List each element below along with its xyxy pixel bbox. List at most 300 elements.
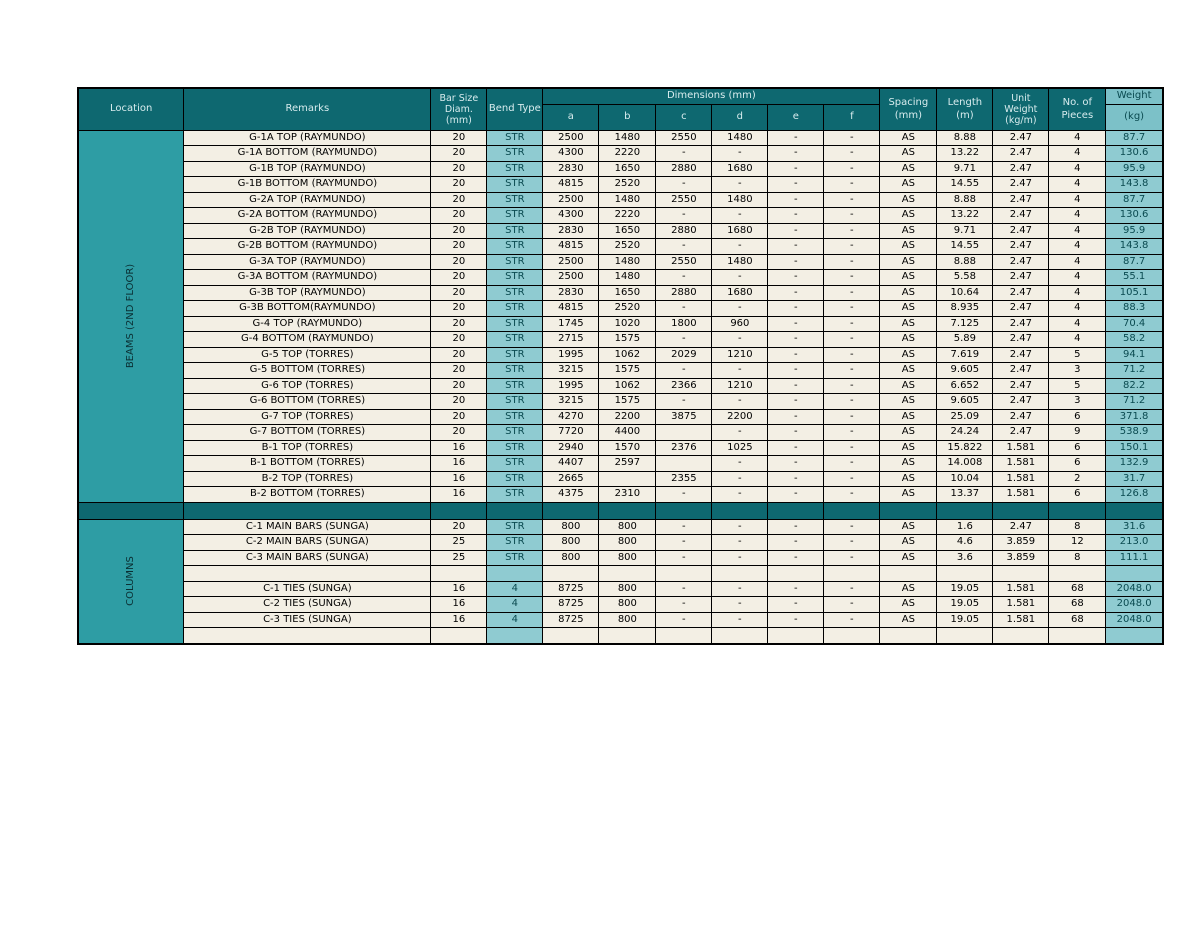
spacing-cell: AS <box>880 301 937 317</box>
dim-d-cell: - <box>712 208 768 224</box>
spacing-cell: AS <box>880 363 937 379</box>
header-bar-size: Bar Size Diam. (mm) <box>431 88 487 130</box>
length-cell: 7.125 <box>937 316 993 332</box>
weight-cell: 95.9 <box>1106 223 1163 239</box>
dim-c-cell: - <box>656 208 712 224</box>
dim-f-cell: - <box>824 550 880 566</box>
dim-d-cell: 960 <box>712 316 768 332</box>
spacing-cell: AS <box>880 612 937 628</box>
dim-a-cell: 8725 <box>543 581 599 597</box>
dim-f-cell: - <box>824 146 880 162</box>
dim-b-cell: 1650 <box>599 161 656 177</box>
unit-weight-cell: 2.47 <box>993 239 1049 255</box>
dim-d-cell: 1210 <box>712 378 768 394</box>
bend-type-cell: STR <box>487 363 543 379</box>
weight-cell: 105.1 <box>1106 285 1163 301</box>
remarks-cell: C-1 TIES (SUNGA) <box>184 581 431 597</box>
dim-d-cell: - <box>712 363 768 379</box>
length-cell: 8.88 <box>937 254 993 270</box>
remarks-cell: G-3A BOTTOM (RAYMUNDO) <box>184 270 431 286</box>
dim-e-cell: - <box>768 130 824 146</box>
unit-weight-cell: 1.581 <box>993 456 1049 472</box>
dim-a-cell: 4375 <box>543 487 599 503</box>
bar-size-cell: 20 <box>431 409 487 425</box>
weight-cell: 94.1 <box>1106 347 1163 363</box>
length-cell: 3.6 <box>937 550 993 566</box>
table-row <box>78 161 1163 177</box>
table-row <box>78 440 1163 456</box>
dim-a-cell: 2830 <box>543 161 599 177</box>
dim-e-cell: - <box>768 177 824 193</box>
dim-b-cell: 800 <box>599 550 656 566</box>
header-weight-unit: (kg) <box>1106 104 1163 130</box>
dim-b-cell: 1480 <box>599 192 656 208</box>
bend-type-cell: STR <box>487 332 543 348</box>
weight-cell: 130.6 <box>1106 146 1163 162</box>
length-cell: 8.88 <box>937 130 993 146</box>
dim-b-cell <box>599 566 656 582</box>
dim-c-cell: 2550 <box>656 192 712 208</box>
table-row <box>78 347 1163 363</box>
unit-weight-cell: 2.47 <box>993 425 1049 441</box>
table-row <box>78 285 1163 301</box>
spacing-cell: AS <box>880 254 937 270</box>
unit-weight-cell: 2.47 <box>993 363 1049 379</box>
header-pieces: No. of Pieces <box>1049 88 1106 130</box>
bar-size-cell: 20 <box>431 378 487 394</box>
dim-a-cell: 2500 <box>543 130 599 146</box>
dim-e-cell: - <box>768 270 824 286</box>
pieces-cell: 4 <box>1049 254 1106 270</box>
spacing-cell: AS <box>880 192 937 208</box>
bar-size-cell: 20 <box>431 223 487 239</box>
dim-e-cell: - <box>768 208 824 224</box>
remarks-cell: B-2 BOTTOM (TORRES) <box>184 487 431 503</box>
weight-cell: 371.8 <box>1106 409 1163 425</box>
bar-size-cell: 20 <box>431 519 487 535</box>
dim-d-cell: - <box>712 550 768 566</box>
dim-e-cell: - <box>768 378 824 394</box>
bar-size-cell: 20 <box>431 301 487 317</box>
dim-a-cell: 4815 <box>543 239 599 255</box>
weight-cell: 88.3 <box>1106 301 1163 317</box>
remarks-cell: G-1B TOP (RAYMUNDO) <box>184 161 431 177</box>
remarks-cell: B-1 BOTTOM (TORRES) <box>184 456 431 472</box>
unit-weight-cell <box>993 566 1049 582</box>
dim-b-cell: 1575 <box>599 394 656 410</box>
unit-weight-cell: 2.47 <box>993 519 1049 535</box>
header-weight: Weight <box>1106 88 1163 104</box>
length-cell: 24.24 <box>937 425 993 441</box>
dim-d-cell: 1480 <box>712 192 768 208</box>
length-cell: 19.05 <box>937 581 993 597</box>
dim-a-cell: 8725 <box>543 597 599 613</box>
table-row <box>78 471 1163 487</box>
dim-d-cell: - <box>712 270 768 286</box>
dim-f-cell: - <box>824 332 880 348</box>
weight-cell: 143.8 <box>1106 239 1163 255</box>
bar-size-cell: 20 <box>431 332 487 348</box>
dim-a-cell: 800 <box>543 535 599 551</box>
dim-a-cell: 2715 <box>543 332 599 348</box>
bar-size-cell: 20 <box>431 270 487 286</box>
dim-c-cell: - <box>656 550 712 566</box>
remarks-cell: G-3A TOP (RAYMUNDO) <box>184 254 431 270</box>
spacing-cell: AS <box>880 394 937 410</box>
dim-e-cell: - <box>768 612 824 628</box>
unit-weight-cell: 2.47 <box>993 332 1049 348</box>
remarks-cell: G-5 BOTTOM (TORRES) <box>184 363 431 379</box>
dim-f-cell: - <box>824 519 880 535</box>
dim-c-cell: - <box>656 581 712 597</box>
bar-size-cell: 20 <box>431 347 487 363</box>
header-dim-d: d <box>712 104 768 130</box>
dim-f-cell: - <box>824 239 880 255</box>
weight-cell: 143.8 <box>1106 177 1163 193</box>
table-row <box>78 208 1163 224</box>
dim-a-cell: 8725 <box>543 612 599 628</box>
dim-d-cell: - <box>712 471 768 487</box>
separator-cell <box>184 502 431 519</box>
bend-type-cell: STR <box>487 378 543 394</box>
bar-size-cell: 20 <box>431 316 487 332</box>
bend-type-cell: STR <box>487 425 543 441</box>
spacing-cell: AS <box>880 161 937 177</box>
pieces-cell: 3 <box>1049 394 1106 410</box>
dim-a-cell: 4270 <box>543 409 599 425</box>
unit-weight-cell: 2.47 <box>993 208 1049 224</box>
dim-a-cell: 7720 <box>543 425 599 441</box>
dim-d-cell: 1480 <box>712 254 768 270</box>
separator-cell <box>712 502 768 519</box>
table-row <box>78 316 1163 332</box>
table-row <box>78 519 1163 535</box>
dim-f-cell: - <box>824 130 880 146</box>
pieces-cell: 4 <box>1049 316 1106 332</box>
dim-c-cell: - <box>656 612 712 628</box>
pieces-cell: 4 <box>1049 208 1106 224</box>
pieces-cell: 8 <box>1049 550 1106 566</box>
dim-c-cell: - <box>656 535 712 551</box>
remarks-cell: C-1 MAIN BARS (SUNGA) <box>184 519 431 535</box>
unit-weight-cell: 3.859 <box>993 550 1049 566</box>
dim-d-cell: 1680 <box>712 161 768 177</box>
remarks-cell: G-6 BOTTOM (TORRES) <box>184 394 431 410</box>
pieces-cell: 6 <box>1049 487 1106 503</box>
remarks-cell: G-1A TOP (RAYMUNDO) <box>184 130 431 146</box>
dim-e-cell: - <box>768 519 824 535</box>
dim-d-cell: - <box>712 581 768 597</box>
remarks-cell: G-4 TOP (RAYMUNDO) <box>184 316 431 332</box>
dim-d-cell: - <box>712 456 768 472</box>
dim-f-cell: - <box>824 363 880 379</box>
dim-b-cell: 2200 <box>599 409 656 425</box>
spacing-cell: AS <box>880 550 937 566</box>
dim-e-cell: - <box>768 456 824 472</box>
dim-e-cell: - <box>768 285 824 301</box>
bend-type-cell: STR <box>487 161 543 177</box>
bend-type-cell: STR <box>487 239 543 255</box>
pieces-cell: 4 <box>1049 285 1106 301</box>
spacing-cell: AS <box>880 487 937 503</box>
remarks-cell: G-2B BOTTOM (RAYMUNDO) <box>184 239 431 255</box>
dim-a-cell: 4815 <box>543 301 599 317</box>
rebar-schedule-table <box>77 87 1164 645</box>
spacing-cell: AS <box>880 425 937 441</box>
dim-e-cell: - <box>768 440 824 456</box>
remarks-cell: G-2A BOTTOM (RAYMUNDO) <box>184 208 431 224</box>
dim-c-cell: 2366 <box>656 378 712 394</box>
separator-cell <box>431 502 487 519</box>
dim-f-cell: - <box>824 612 880 628</box>
table-row <box>78 581 1163 597</box>
dim-d-cell: - <box>712 146 768 162</box>
weight-cell: 111.1 <box>1106 550 1163 566</box>
dim-c-cell <box>656 456 712 472</box>
dim-d-cell: - <box>712 612 768 628</box>
unit-weight-cell: 1.581 <box>993 597 1049 613</box>
unit-weight-cell: 2.47 <box>993 254 1049 270</box>
remarks-cell <box>184 628 431 644</box>
dim-f-cell: - <box>824 270 880 286</box>
remarks-cell: G-5 TOP (TORRES) <box>184 347 431 363</box>
dim-c-cell: - <box>656 487 712 503</box>
remarks-cell: G-2B TOP (RAYMUNDO) <box>184 223 431 239</box>
dim-c-cell: - <box>656 519 712 535</box>
header-spacing: Spacing (mm) <box>880 88 937 130</box>
unit-weight-cell: 2.47 <box>993 223 1049 239</box>
dim-c-cell <box>656 628 712 644</box>
dim-d-cell: 1480 <box>712 130 768 146</box>
separator-cell <box>487 502 543 519</box>
spacing-cell: AS <box>880 409 937 425</box>
dim-f-cell: - <box>824 425 880 441</box>
bar-size-cell: 20 <box>431 254 487 270</box>
dim-d-cell: - <box>712 239 768 255</box>
weight-cell: 2048.0 <box>1106 612 1163 628</box>
dim-c-cell: - <box>656 239 712 255</box>
location-label: COLUMNS <box>125 556 137 606</box>
dim-b-cell: 800 <box>599 535 656 551</box>
dim-b-cell: 1020 <box>599 316 656 332</box>
separator-cell <box>656 502 712 519</box>
length-cell: 13.22 <box>937 208 993 224</box>
dim-b-cell: 2310 <box>599 487 656 503</box>
bar-size-cell: 20 <box>431 208 487 224</box>
dim-b-cell: 1062 <box>599 378 656 394</box>
dim-a-cell: 800 <box>543 550 599 566</box>
bar-size-cell: 16 <box>431 487 487 503</box>
unit-weight-cell: 2.47 <box>993 394 1049 410</box>
length-cell: 1.6 <box>937 519 993 535</box>
header-location: Location <box>78 88 184 130</box>
length-cell: 4.6 <box>937 535 993 551</box>
bar-size-cell: 20 <box>431 130 487 146</box>
separator-cell <box>880 502 937 519</box>
dim-e-cell: - <box>768 161 824 177</box>
pieces-cell: 6 <box>1049 456 1106 472</box>
pieces-cell: 4 <box>1049 332 1106 348</box>
dim-c-cell: 3875 <box>656 409 712 425</box>
dim-f-cell: - <box>824 409 880 425</box>
remarks-cell: C-2 TIES (SUNGA) <box>184 597 431 613</box>
spacing-cell: AS <box>880 347 937 363</box>
remarks-cell: B-1 TOP (TORRES) <box>184 440 431 456</box>
dim-e-cell: - <box>768 301 824 317</box>
remarks-cell: G-7 BOTTOM (TORRES) <box>184 425 431 441</box>
table-row <box>78 628 1163 644</box>
bend-type-cell: STR <box>487 285 543 301</box>
dim-a-cell: 1745 <box>543 316 599 332</box>
weight-cell: 132.9 <box>1106 456 1163 472</box>
spacing-cell: AS <box>880 597 937 613</box>
dim-b-cell: 1480 <box>599 254 656 270</box>
dim-b-cell <box>599 628 656 644</box>
pieces-cell: 5 <box>1049 378 1106 394</box>
unit-weight-cell: 2.47 <box>993 161 1049 177</box>
bend-type-cell: STR <box>487 456 543 472</box>
dim-c-cell: - <box>656 146 712 162</box>
dim-e-cell: - <box>768 146 824 162</box>
pieces-cell: 5 <box>1049 347 1106 363</box>
length-cell: 19.05 <box>937 597 993 613</box>
weight-cell: 70.4 <box>1106 316 1163 332</box>
unit-weight-cell: 2.47 <box>993 301 1049 317</box>
dim-d-cell: 1210 <box>712 347 768 363</box>
dim-d-cell: - <box>712 597 768 613</box>
unit-weight-cell: 2.47 <box>993 177 1049 193</box>
bar-size-cell: 20 <box>431 425 487 441</box>
remarks-cell: G-4 BOTTOM (RAYMUNDO) <box>184 332 431 348</box>
bar-size-cell: 16 <box>431 581 487 597</box>
table-row <box>78 612 1163 628</box>
bend-type-cell: 4 <box>487 581 543 597</box>
unit-weight-cell: 1.581 <box>993 471 1049 487</box>
dim-e-cell: - <box>768 316 824 332</box>
dim-f-cell: - <box>824 535 880 551</box>
bend-type-cell: STR <box>487 440 543 456</box>
bar-size-cell <box>431 566 487 582</box>
dim-b-cell: 2520 <box>599 177 656 193</box>
dim-e-cell: - <box>768 332 824 348</box>
spacing-cell: AS <box>880 440 937 456</box>
pieces-cell: 8 <box>1049 519 1106 535</box>
dim-b-cell: 4400 <box>599 425 656 441</box>
spacing-cell: AS <box>880 177 937 193</box>
dim-b-cell: 1650 <box>599 223 656 239</box>
dim-b-cell: 1480 <box>599 130 656 146</box>
spacing-cell: AS <box>880 535 937 551</box>
weight-cell: 213.0 <box>1106 535 1163 551</box>
bend-type-cell: STR <box>487 254 543 270</box>
table-row <box>78 535 1163 551</box>
dim-d-cell: - <box>712 394 768 410</box>
unit-weight-cell: 1.581 <box>993 612 1049 628</box>
weight-cell <box>1106 628 1163 644</box>
bar-size-cell: 20 <box>431 394 487 410</box>
weight-cell: 87.7 <box>1106 130 1163 146</box>
length-cell: 14.55 <box>937 177 993 193</box>
remarks-cell: G-7 TOP (TORRES) <box>184 409 431 425</box>
dim-a-cell: 4300 <box>543 146 599 162</box>
remarks-cell <box>184 566 431 582</box>
weight-cell: 150.1 <box>1106 440 1163 456</box>
bar-size-cell: 16 <box>431 471 487 487</box>
separator-cell <box>993 502 1049 519</box>
dim-b-cell: 2220 <box>599 208 656 224</box>
dim-a-cell: 2500 <box>543 192 599 208</box>
dim-c-cell: 1800 <box>656 316 712 332</box>
bend-type-cell: STR <box>487 301 543 317</box>
table-row <box>78 270 1163 286</box>
length-cell: 9.71 <box>937 223 993 239</box>
unit-weight-cell: 2.47 <box>993 347 1049 363</box>
separator-cell <box>824 502 880 519</box>
dim-f-cell: - <box>824 347 880 363</box>
table-row <box>78 254 1163 270</box>
dim-d-cell: 1025 <box>712 440 768 456</box>
table-row <box>78 239 1163 255</box>
header-remarks: Remarks <box>184 88 431 130</box>
bend-type-cell: STR <box>487 471 543 487</box>
table-row <box>78 332 1163 348</box>
length-cell: 14.55 <box>937 239 993 255</box>
bend-type-cell: STR <box>487 487 543 503</box>
pieces-cell: 6 <box>1049 409 1106 425</box>
separator-cell <box>543 502 599 519</box>
unit-weight-cell: 1.581 <box>993 440 1049 456</box>
table-row <box>78 378 1163 394</box>
separator-cell <box>937 502 993 519</box>
dim-a-cell: 2500 <box>543 254 599 270</box>
dim-b-cell: 800 <box>599 597 656 613</box>
header-bend-type: Bend Type <box>487 88 543 130</box>
bend-type-cell: STR <box>487 519 543 535</box>
dim-e-cell: - <box>768 239 824 255</box>
header-dim-b: b <box>599 104 656 130</box>
remarks-cell: C-2 MAIN BARS (SUNGA) <box>184 535 431 551</box>
dim-f-cell: - <box>824 177 880 193</box>
dim-a-cell: 2500 <box>543 270 599 286</box>
dim-f-cell: - <box>824 301 880 317</box>
dim-f-cell: - <box>824 208 880 224</box>
dim-c-cell: 2880 <box>656 223 712 239</box>
pieces-cell: 68 <box>1049 581 1106 597</box>
spacing-cell: AS <box>880 239 937 255</box>
separator-cell <box>1106 502 1163 519</box>
remarks-cell: G-3B TOP (RAYMUNDO) <box>184 285 431 301</box>
unit-weight-cell <box>993 628 1049 644</box>
remarks-cell: G-1A BOTTOM (RAYMUNDO) <box>184 146 431 162</box>
spacing-cell: AS <box>880 223 937 239</box>
dim-a-cell: 2940 <box>543 440 599 456</box>
weight-cell: 87.7 <box>1106 254 1163 270</box>
dim-c-cell: - <box>656 177 712 193</box>
bend-type-cell: STR <box>487 177 543 193</box>
location-label: BEAMS (2ND FLOOR) <box>125 263 137 369</box>
pieces-cell: 6 <box>1049 440 1106 456</box>
weight-cell: 2048.0 <box>1106 581 1163 597</box>
weight-cell: 71.2 <box>1106 394 1163 410</box>
spacing-cell: AS <box>880 456 937 472</box>
table-header <box>78 88 1163 130</box>
pieces-cell: 4 <box>1049 223 1106 239</box>
dim-c-cell: - <box>656 332 712 348</box>
remarks-cell: G-3B BOTTOM(RAYMUNDO) <box>184 301 431 317</box>
spacing-cell <box>880 628 937 644</box>
dim-a-cell: 4407 <box>543 456 599 472</box>
pieces-cell: 2 <box>1049 471 1106 487</box>
